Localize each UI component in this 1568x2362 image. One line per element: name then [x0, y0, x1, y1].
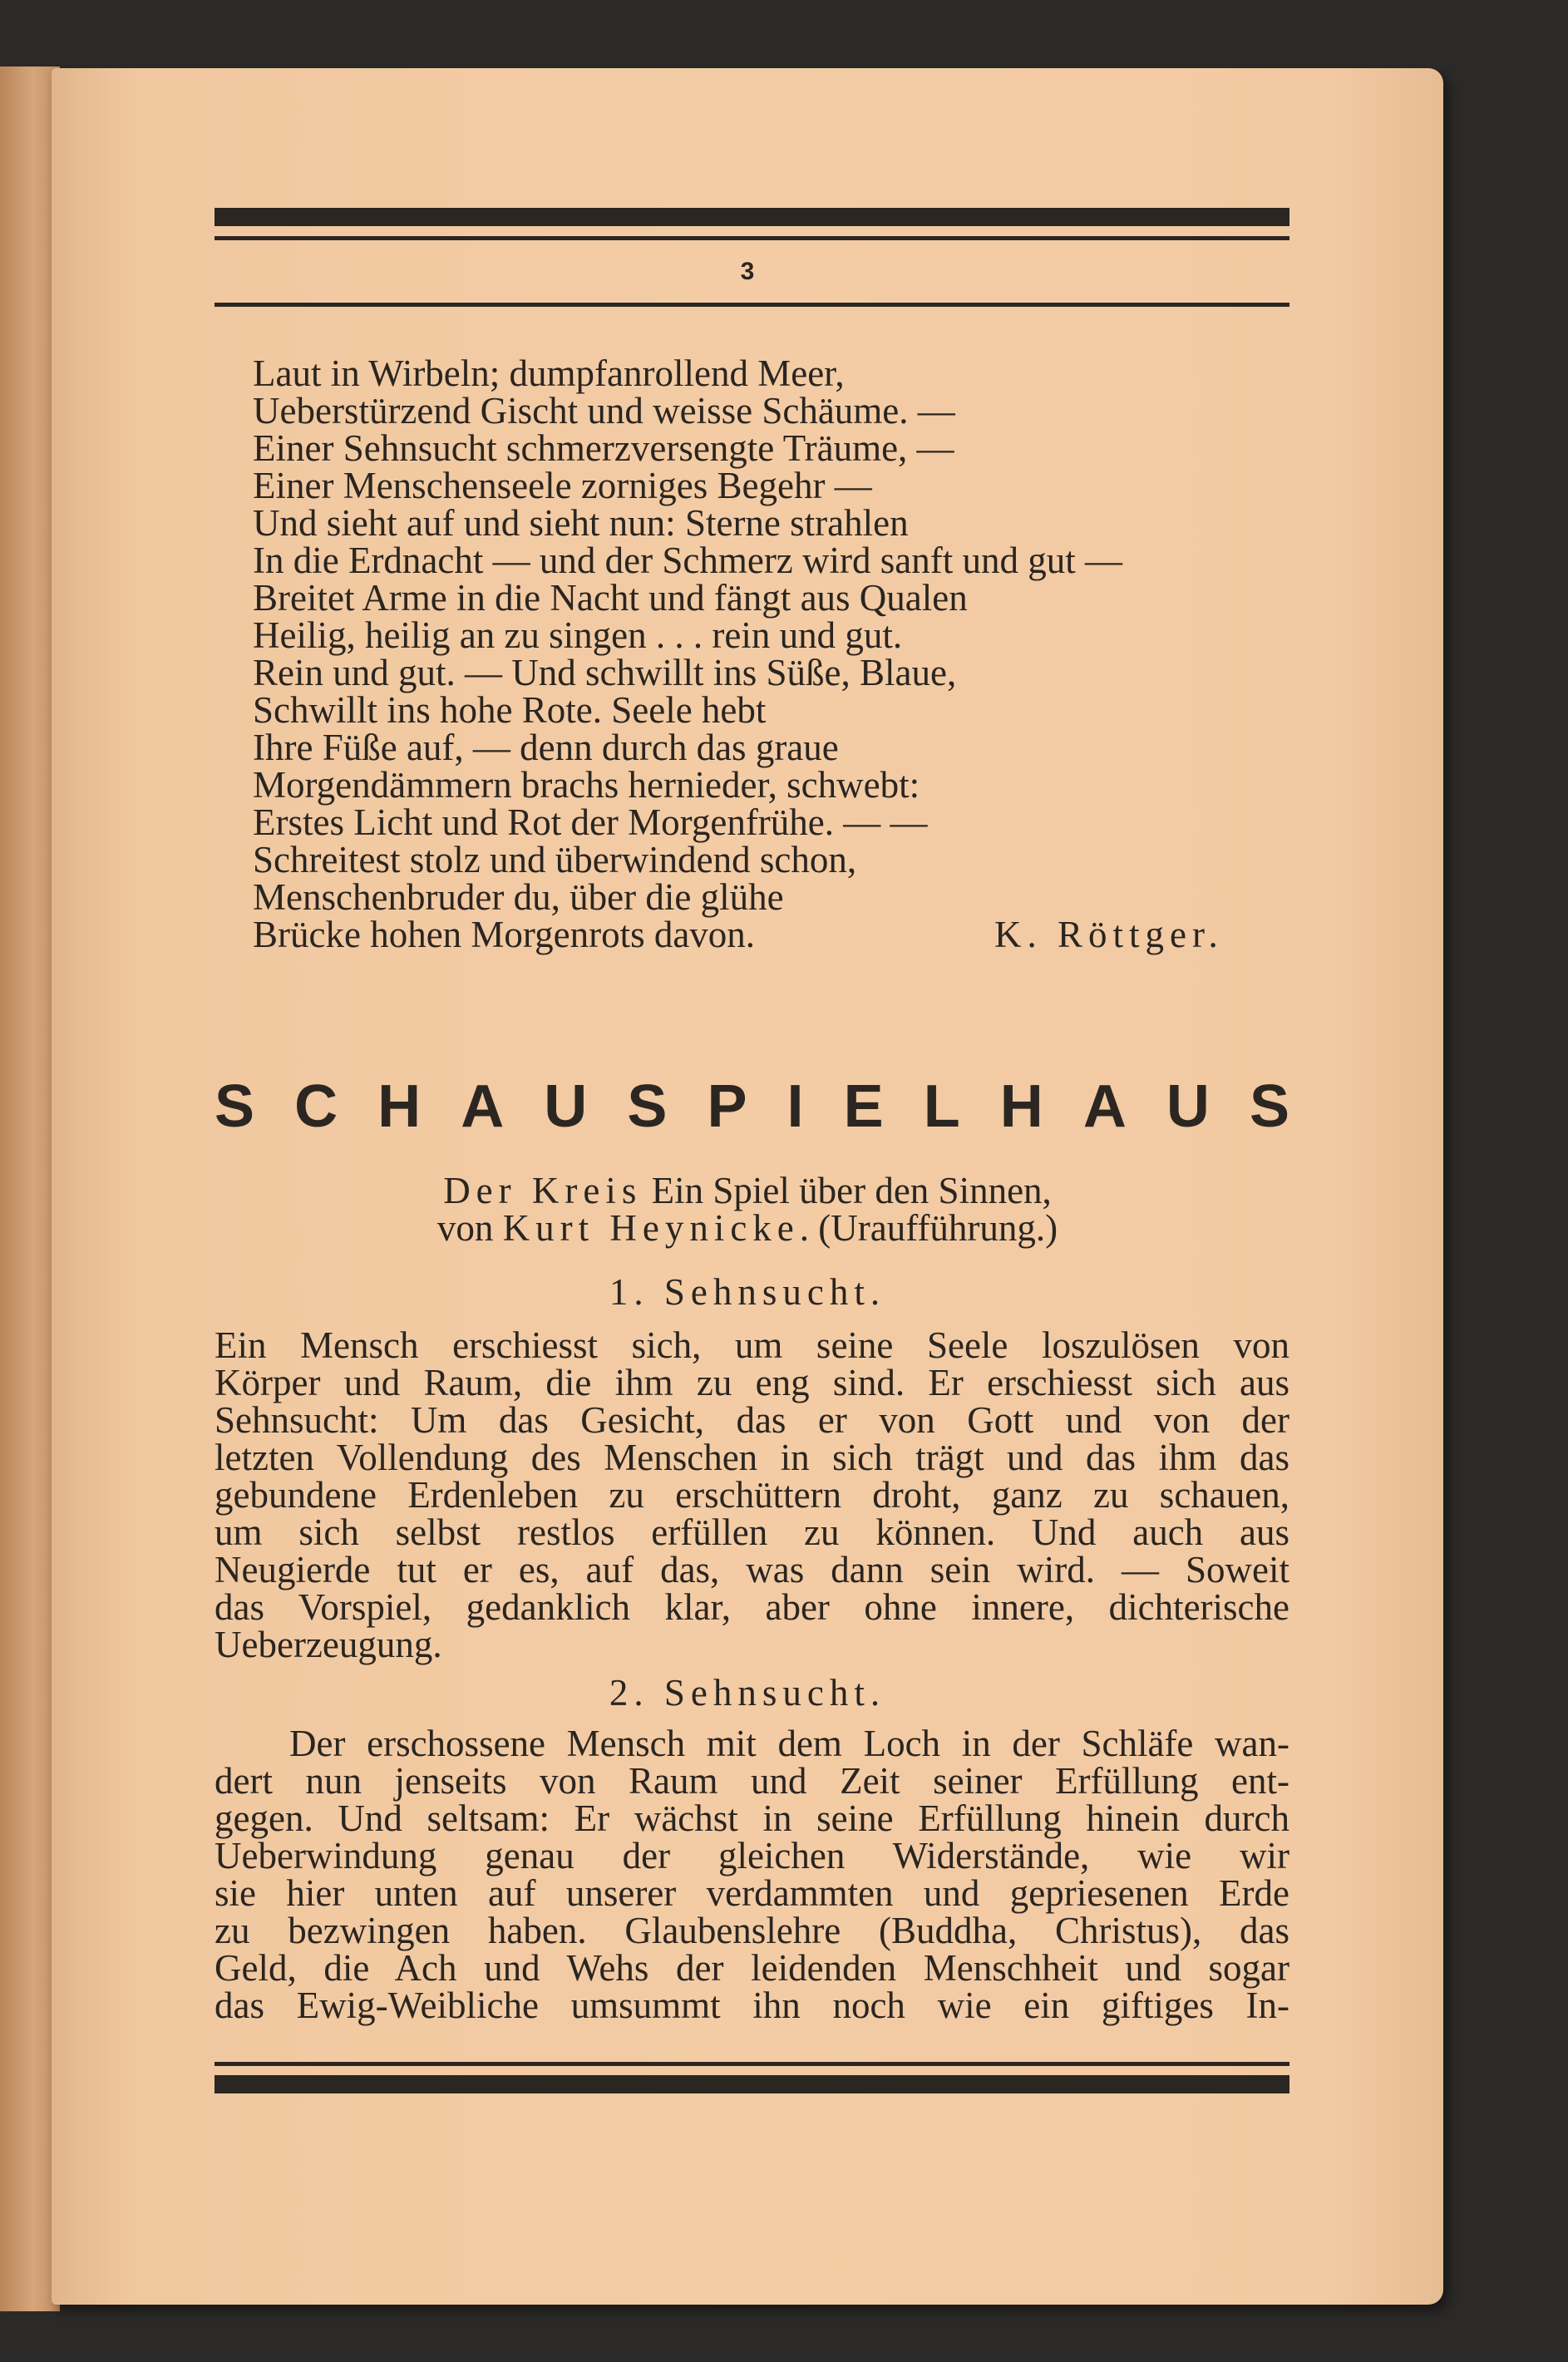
- part2-title: 2. Sehnsucht.: [609, 1672, 886, 1714]
- heading-letter: I: [786, 1073, 804, 1140]
- part1-line: das Vorspiel, gedanklich klar, aber ohne innere, dichterische: [214, 1586, 1289, 1628]
- play-author: Kurt Heynicke: [502, 1207, 800, 1249]
- section-heading: [214, 1073, 1289, 1140]
- part1-line: um sich selbst restlos erfüllen zu können. Und auch aus: [214, 1511, 1289, 1553]
- heading-letter: A: [1082, 1073, 1127, 1140]
- heading-letter: H: [999, 1073, 1043, 1140]
- heading-letter: L: [923, 1073, 960, 1140]
- poem-line: Laut in Wirbeln; dumpfanrollend Meer,: [253, 353, 845, 394]
- part2-line: sie hier unten auf unserer verdammten und gepriesenen Erde: [214, 1872, 1289, 1914]
- poem-author: K. Röttger.: [994, 914, 1224, 955]
- poem-line: Ihre Füße auf, — denn durch das graue: [253, 727, 839, 768]
- poem-line: Einer Menschenseele zorniges Begehr —: [253, 465, 872, 506]
- poem-line: Einer Sehnsucht schmerzversengte Träume, —: [253, 427, 954, 469]
- poem-line: In die Erdnacht — und der Schmerz wird sanft und gut —: [253, 540, 1122, 581]
- part2-line: Der erschossene Mensch mit dem Loch in der Schläfe wan-: [289, 1723, 1289, 1764]
- intro-text: . (Uraufführung.): [799, 1207, 1058, 1249]
- heading-letter: A: [461, 1073, 505, 1140]
- part2-line: Ueberwindung genau der gleichen Widerstände, wie wir: [214, 1835, 1289, 1876]
- part1-line: Körper und Raum, die ihm zu eng sind. Er erschiesst sich aus: [214, 1362, 1289, 1403]
- poem-line: Und sieht auf und sieht nun: Sterne strahlen: [253, 502, 909, 544]
- play-title: Der Kreis: [443, 1170, 643, 1211]
- part1-line: Sehnsucht: Um das Gesicht, das er von Gott und von der: [214, 1399, 1289, 1441]
- heading-letter: H: [377, 1073, 422, 1140]
- part1-title: 1. Sehnsucht.: [609, 1271, 886, 1313]
- heading-letter: U: [1166, 1073, 1210, 1140]
- top-rule-thick: [214, 208, 1289, 226]
- part1-line-last: Ueberzeugung.: [214, 1624, 442, 1665]
- part1-line: letzten Vollendung des Menschen in sich trägt und das ihm das: [214, 1437, 1289, 1478]
- heading-letter: C: [294, 1073, 338, 1140]
- part2-line: dert nun jenseits von Raum und Zeit seiner Erfüllung ent-: [214, 1760, 1289, 1802]
- bottom-rule-thick: [214, 2075, 1289, 2093]
- poem-line: Rein und gut. — Und schwillt ins Süße, Blaue,: [253, 652, 957, 693]
- heading-letter: P: [707, 1073, 747, 1140]
- heading-letter: S: [1249, 1073, 1289, 1140]
- heading-letter: S: [214, 1073, 255, 1140]
- poem-line: Schwillt ins hohe Rote. Seele hebt: [253, 689, 767, 731]
- poem-line: Morgendämmern brachs hernieder, schwebt:: [253, 764, 920, 806]
- page: [52, 68, 1443, 2305]
- part1-line: Neugierde tut er es, auf das, was dann sein wird. — Soweit: [214, 1549, 1289, 1590]
- poem-line: Ueberstürzend Gischt und weisse Schäume. —: [253, 390, 955, 431]
- part2-line: zu bezwingen haben. Glaubenslehre (Buddha, Christus), das: [214, 1910, 1289, 1951]
- bottom-rule-thin: [214, 2062, 1289, 2066]
- part1-line: gebundene Erdenleben zu erschüttern droht, ganz zu schauen,: [214, 1474, 1289, 1516]
- poem-line: Breitet Arme in die Nacht und fängt aus Qualen: [253, 577, 968, 619]
- heading-letter: E: [843, 1073, 884, 1140]
- play-intro-line1: [52, 1172, 1443, 1210]
- play-intro-line2: [52, 1207, 1443, 1249]
- play-subtitle: Ein Spiel über den Sinnen,: [642, 1170, 1052, 1211]
- page-number: 3: [740, 258, 755, 285]
- part1-line: Ein Mensch erschiesst sich, um seine Seele loszulösen von: [214, 1324, 1289, 1366]
- poem-line: Brücke hohen Morgenrots davon.: [253, 914, 756, 955]
- poem-line: Erstes Licht und Rot der Morgenfrühe. — —: [253, 801, 928, 843]
- top-rule-thin: [214, 236, 1289, 240]
- part2-line: das Ewig-Weibliche umsummt ihn noch wie ein giftiges In-: [214, 1985, 1289, 2026]
- heading-letter: S: [627, 1073, 668, 1140]
- heading-letter: U: [544, 1073, 588, 1140]
- poem-line: Heilig, heilig an zu singen . . . rein und gut.: [253, 614, 903, 656]
- part2-line: gegen. Und seltsam: Er wächst in seine Erfüllung hinein durch: [214, 1797, 1289, 1839]
- poem-line: Menschenbruder du, über die glühe: [253, 876, 784, 918]
- page-number-rule: [214, 303, 1289, 307]
- part2-line: Geld, die Ach und Wehs der leidenden Menschheit und sogar: [214, 1947, 1289, 1989]
- poem-line: Schreitest stolz und überwindend schon,: [253, 839, 857, 880]
- intro-text: von: [436, 1207, 503, 1249]
